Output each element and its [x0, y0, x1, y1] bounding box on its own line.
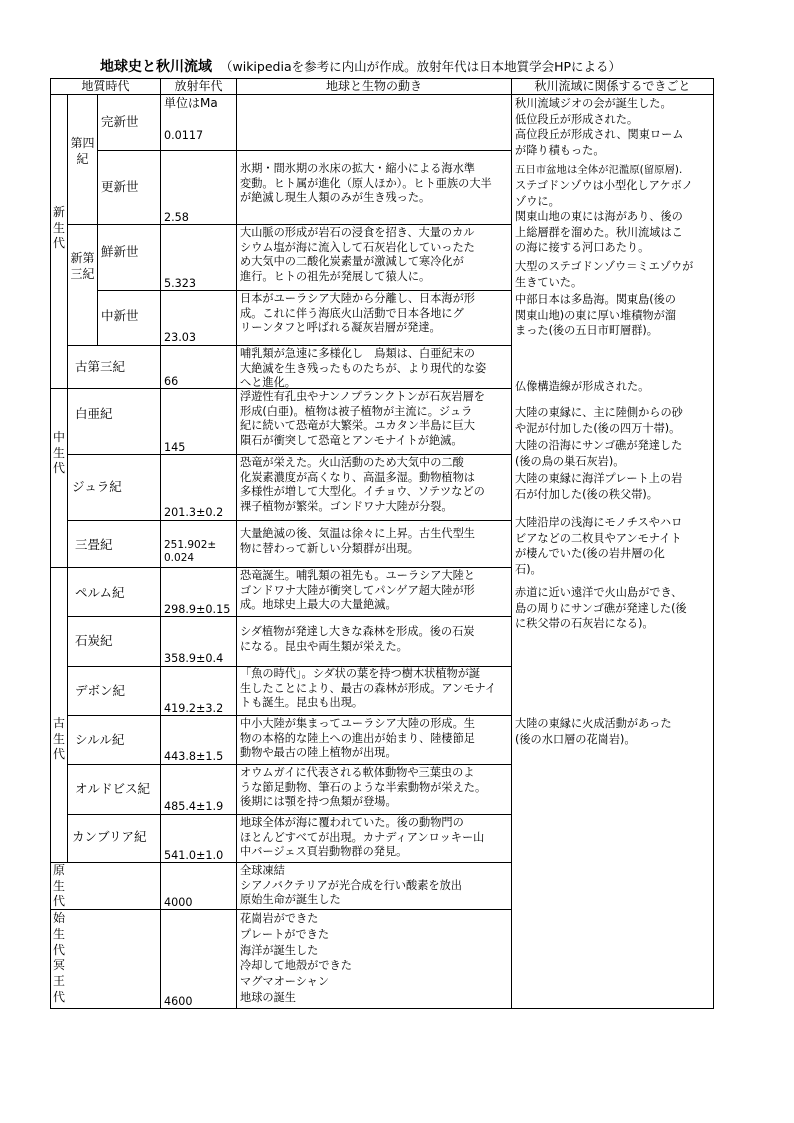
life-devonian: 「魚の時代」。シダ状の葉を持つ樹木状植物が誕 生したことにより、最古の森林が形成。アンモナイ トも誕生。昆虫も出現。 [240, 667, 497, 710]
akigawa-event-8: 大陸の東縁に、主に陸側からの砂 や泥が付加した(後の四万十帯)。 [515, 406, 683, 435]
akigawa-event-7: 仏像構造線が形成された。 [515, 380, 650, 393]
akigawa-event-11: 大陸沿岸の浅海にモノチスやハロ ビアなどの二枚貝やアンモナイト が棲んでいた(後の岩井層の化 石)。 [515, 516, 683, 576]
life-miocene: 日本がユーラシア大陸から分離し、日本海が形 成。これに伴う海底火山活動で日本各地にグ リーンタフと呼ばれる凝灰岩層が発達。 [240, 292, 475, 335]
age-carboniferous: 358.9±0.4 [164, 652, 224, 665]
era-cenozoic: 新生代 [52, 205, 65, 250]
title-sub: （wikipediaを参考に内山が作成。放射年代は日本地質学会HPによる） [220, 59, 622, 74]
akigawa-event-1: 秋川流域ジオの会が誕生した。 低位段丘が形成された。 高位段丘が形成され、関東ローム が降り積もった。 [515, 97, 684, 157]
akigawa-event-6: 中部日本は多島海。関東島(後の 関東山地)の東に厚い堆積物が溜 まった(後の五日市町層群)。 [515, 293, 676, 338]
life-jurassic: 恐竜が栄えた。火山活動のため大気中の二酸 化炭素濃度が高くなり、高温多湿。動物植物は 多様性が増して大型化。イチョウ、ソテツなどの 裸子植物が繁栄。ゴンドワナ大陸が分裂。 [240, 456, 485, 513]
period-triassic: 三畳紀 [75, 537, 113, 552]
age-silurian: 443.8±1.5 [164, 750, 224, 763]
akigawa-event-12: 赤道に近い遠洋で火山島ができ、 島の周りにサンゴ礁が発達した(後 に秩父帯の石灰岩になる)。 [515, 586, 687, 631]
akigawa-event-4: 関東山地の東には海があり、後の 上総層群を溜めた。秋川流域はこ の海に接する河口あたり。 [515, 210, 683, 255]
age-cambrian: 541.0±1.0 [164, 849, 224, 862]
life-cretaceous: 浮遊性有孔虫やナンノプランクトンが石灰岩層を 形成(白亜)。植物は被子植物が主流に。ジュラ 紀に続いて恐竜が大繁栄。ユカタン半島に巨大 隕石が衝突して恐竜とアンモナイトが絶滅。 [240, 390, 485, 447]
age-unit: 単位はMa [164, 96, 218, 110]
period-devonian: デボン紀 [75, 683, 126, 698]
life-paleogene: 哺乳類が急速に多様化し 鳥類は、白亜紀末の 大絶滅を生き残ったものたちが、より現代的な姿 へと進化。 [240, 347, 487, 390]
period-cambrian: カンブリア紀 [72, 829, 147, 844]
page-title [100, 56, 621, 76]
header-age: 放射年代 [174, 79, 223, 93]
age-devonian: 419.2±3.2 [164, 702, 224, 715]
period-miocene: 中新世 [101, 308, 139, 323]
period-paleogene: 古第三紀 [75, 359, 126, 374]
era-paleozoic: 古生代 [52, 716, 65, 761]
age-permian: 298.9±0.15 [164, 603, 231, 616]
header-period: 地質時代 [81, 79, 130, 93]
life-carboniferous: シダ植物が発達し大きな森林を形成。後の石炭 になる。昆虫や両生類が栄えた。 [240, 625, 475, 653]
life-triassic: 大量絶滅の後、気温は徐々に上昇。古生代型生 物に替わって新しい分類群が出現。 [240, 527, 475, 555]
period-jurassic: ジュラ紀 [72, 479, 122, 494]
era-proterozoic: 原生代 [52, 863, 65, 908]
akigawa-event-9: 大陸の沿海にサンゴ礁が発達した (後の鳥の巣石灰岩)。 [515, 439, 683, 468]
life-hadean: 花崗岩ができた プレートができた 海洋が誕生した 冷却して地殻ができた マグマオーシャン 地球の誕生 [240, 912, 352, 1004]
era-archean-hadean: 始生代冥王代 [52, 911, 65, 1004]
era-mesozoic: 中生代 [52, 430, 65, 475]
life-silurian: 中小大陸が集まってユーラシア大陸の形成。生 物の本格的な陸上への進出が始まり、陸棲節足 動物や最古の陸上植物が出現。 [240, 717, 475, 760]
period-cretaceous: 白亜紀 [75, 406, 113, 421]
age-hadean: 4600 [164, 995, 193, 1008]
period-permian: ペルム紀 [75, 585, 125, 600]
header-life: 地球と生物の動き [325, 79, 422, 93]
age-miocene: 23.03 [164, 331, 197, 344]
age-proterozoic: 4000 [164, 896, 193, 909]
life-cambrian: 地球全体が海に覆われていた。後の動物門の ほとんどすべてが出現。カナディアンロッキー山 中バージェス頁岩動物群の発見。 [240, 816, 485, 859]
subera-neogene: 新第三紀 [70, 251, 95, 281]
age-jurassic: 201.3±0.2 [164, 506, 224, 519]
akigawa-event-3: ステゴドンゾウは小型化しアケボノ ゾウに。 [515, 179, 693, 208]
subera-quaternary: 第四紀 [70, 136, 95, 166]
age-paleogene: 66 [164, 375, 179, 388]
age-pliocene: 5.323 [164, 277, 197, 290]
life-pliocene: 大山脈の形成が岩石の浸食を招き、大量のカル シウム塩が海に流入して石灰岩化していったた め大気中の二酸化炭素量が激減して寒冷化が 進行。ヒトの祖先が発展して猿人に。 [240, 226, 475, 283]
age-ordovician: 485.4±1.9 [164, 800, 224, 813]
age-holocene: 0.0117 [164, 129, 204, 142]
akigawa-event-5: 大型のステゴドンゾウ＝ミエゾウが 生きていた。 [515, 260, 694, 289]
title-main: 地球史と秋川流域 [100, 59, 212, 75]
period-pleistocene: 更新世 [101, 179, 139, 194]
period-silurian: シルル紀 [75, 732, 125, 747]
life-ordovician: オウムガイに代表される軟体動物や三葉虫のよ うな節足動物、筆石のような半索動物が栄えた。 後期には顎を持つ魚類が登場。 [240, 766, 487, 809]
age-cretaceous: 145 [164, 441, 186, 454]
period-pliocene: 鮮新世 [101, 244, 139, 259]
age-triassic: 251.902± 0.024 [164, 539, 217, 564]
akigawa-event-10: 大陸の東縁に海洋プレート上の岩 石が付加した(後の秩父帯)。 [515, 472, 683, 501]
life-pleistocene: 氷期・間氷期の氷床の拡大・縮小による海水準 変動。ヒト属が進化（原人ほか）。ヒト亜族の大半 が絶滅し現生人類のみが生き残った。 [240, 162, 492, 205]
period-carboniferous: 石炭紀 [75, 633, 113, 648]
life-proterozoic: 全球凍結 シアノバクテリアが光合成を行い酸素を放出 原始生命が誕生した [240, 864, 462, 907]
period-ordovician: オルドビス紀 [75, 781, 151, 796]
akigawa-event-13: 大陸の東縁に火成活動があった (後の水口層の花崗岩)。 [515, 717, 672, 746]
age-pleistocene: 2.58 [164, 211, 189, 224]
life-permian: 恐竜誕生。哺乳類の祖先も。ユーラシア大陸と ゴンドワナ大陸が衝突してパンゲア超大陸が形 成。地球史上最大の大量絶滅。 [240, 569, 475, 612]
header-akigawa: 秋川流域に関係するできごと [534, 79, 691, 93]
period-holocene: 完新世 [101, 114, 139, 129]
akigawa-event-2: 五日市盆地は全体が氾濫原(留原層). [515, 164, 683, 176]
